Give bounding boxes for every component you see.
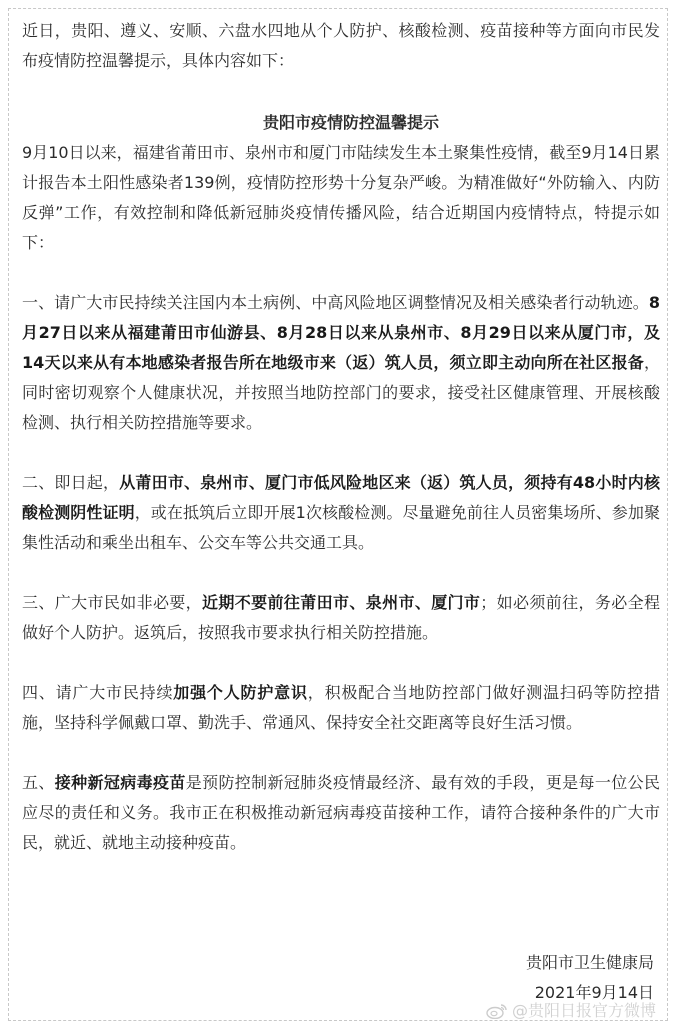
notice-title: 贵阳市疫情防控温馨提示 — [262, 113, 439, 132]
section-1: 一、请广大市民持续关注国内本土病例、中高风险地区调整情况及相关感染者行动轨迹。8月27日以来从福建莆田市仙游县、8月28日以来从泉州市、8月29日以来从厦门市，及14天以来从有本地感染者报告所在地级市来（返）筑人员，须立即主动向所在社区报备，同时密切观察个人健康状况，并按照当地防控部门的要求，接受社区健康管理、开展核酸检测、执行相关防控措施等要求。 — [22, 293, 660, 432]
article-body — [22, 16, 660, 858]
section-5: 五、接种新冠病毒疫苗是预防控制新冠肺炎疫情最经济、最有效的手段，更是每一位公民应尽的责任和义务。我市正在积极推动新冠病毒疫苗接种工作，请符合接种条件的广大市民，就近、就地主动接种疫苗。 — [22, 773, 660, 852]
issue-date: 2021年9月14日 — [534, 983, 654, 1002]
section-4: 四、请广大市民持续加强个人防护意识，积极配合当地防控部门做好测温扫码等防控措施，坚持科学佩戴口罩、勤洗手、常通风、保持安全社交距离等良好生活习惯。 — [22, 683, 660, 732]
issuing-organization: 贵阳市卫生健康局 — [525, 953, 654, 972]
weibo-icon — [486, 1003, 508, 1019]
signature-block — [526, 948, 654, 1008]
section-3: 三、广大市民如非必要，近期不要前往莆田市、泉州市、厦门市；如必须前往，务必全程做好个人防护。返筑后，按照我市要求执行相关防控措施。 — [22, 593, 660, 642]
watermark-text: @贵阳日报官方微博 — [511, 1001, 656, 1020]
section-2: 二、即日起，从莆田市、泉州市、厦门市低风险地区来（返）筑人员，须持有48小时内核酸检测阴性证明，或在抵筑后立即开展1次核酸检测。尽量避免前往人员密集场所、参加聚集性活动和乘坐出租车、公交车等公共交通工具。 — [22, 473, 660, 552]
preface-paragraph: 9月10日以来，福建省莆田市、泉州市和厦门市陆续发生本土聚集性疫情，截至9月14日累计报告本土阳性感染者139例，疫情防控形势十分复杂严峻。为精准做好“外防输入、内防反弹”工作，有效控制和降低新冠肺炎疫情传播风险，结合近期国内疫情特点，特提示如下： — [22, 143, 660, 252]
intro-paragraph: 近日，贵阳、遵义、安顺、六盘水四地从个人防护、核酸检测、疫苗接种等方面向市民发布疫情防控温馨提示，具体内容如下： — [22, 21, 660, 70]
watermark — [486, 1000, 656, 1022]
